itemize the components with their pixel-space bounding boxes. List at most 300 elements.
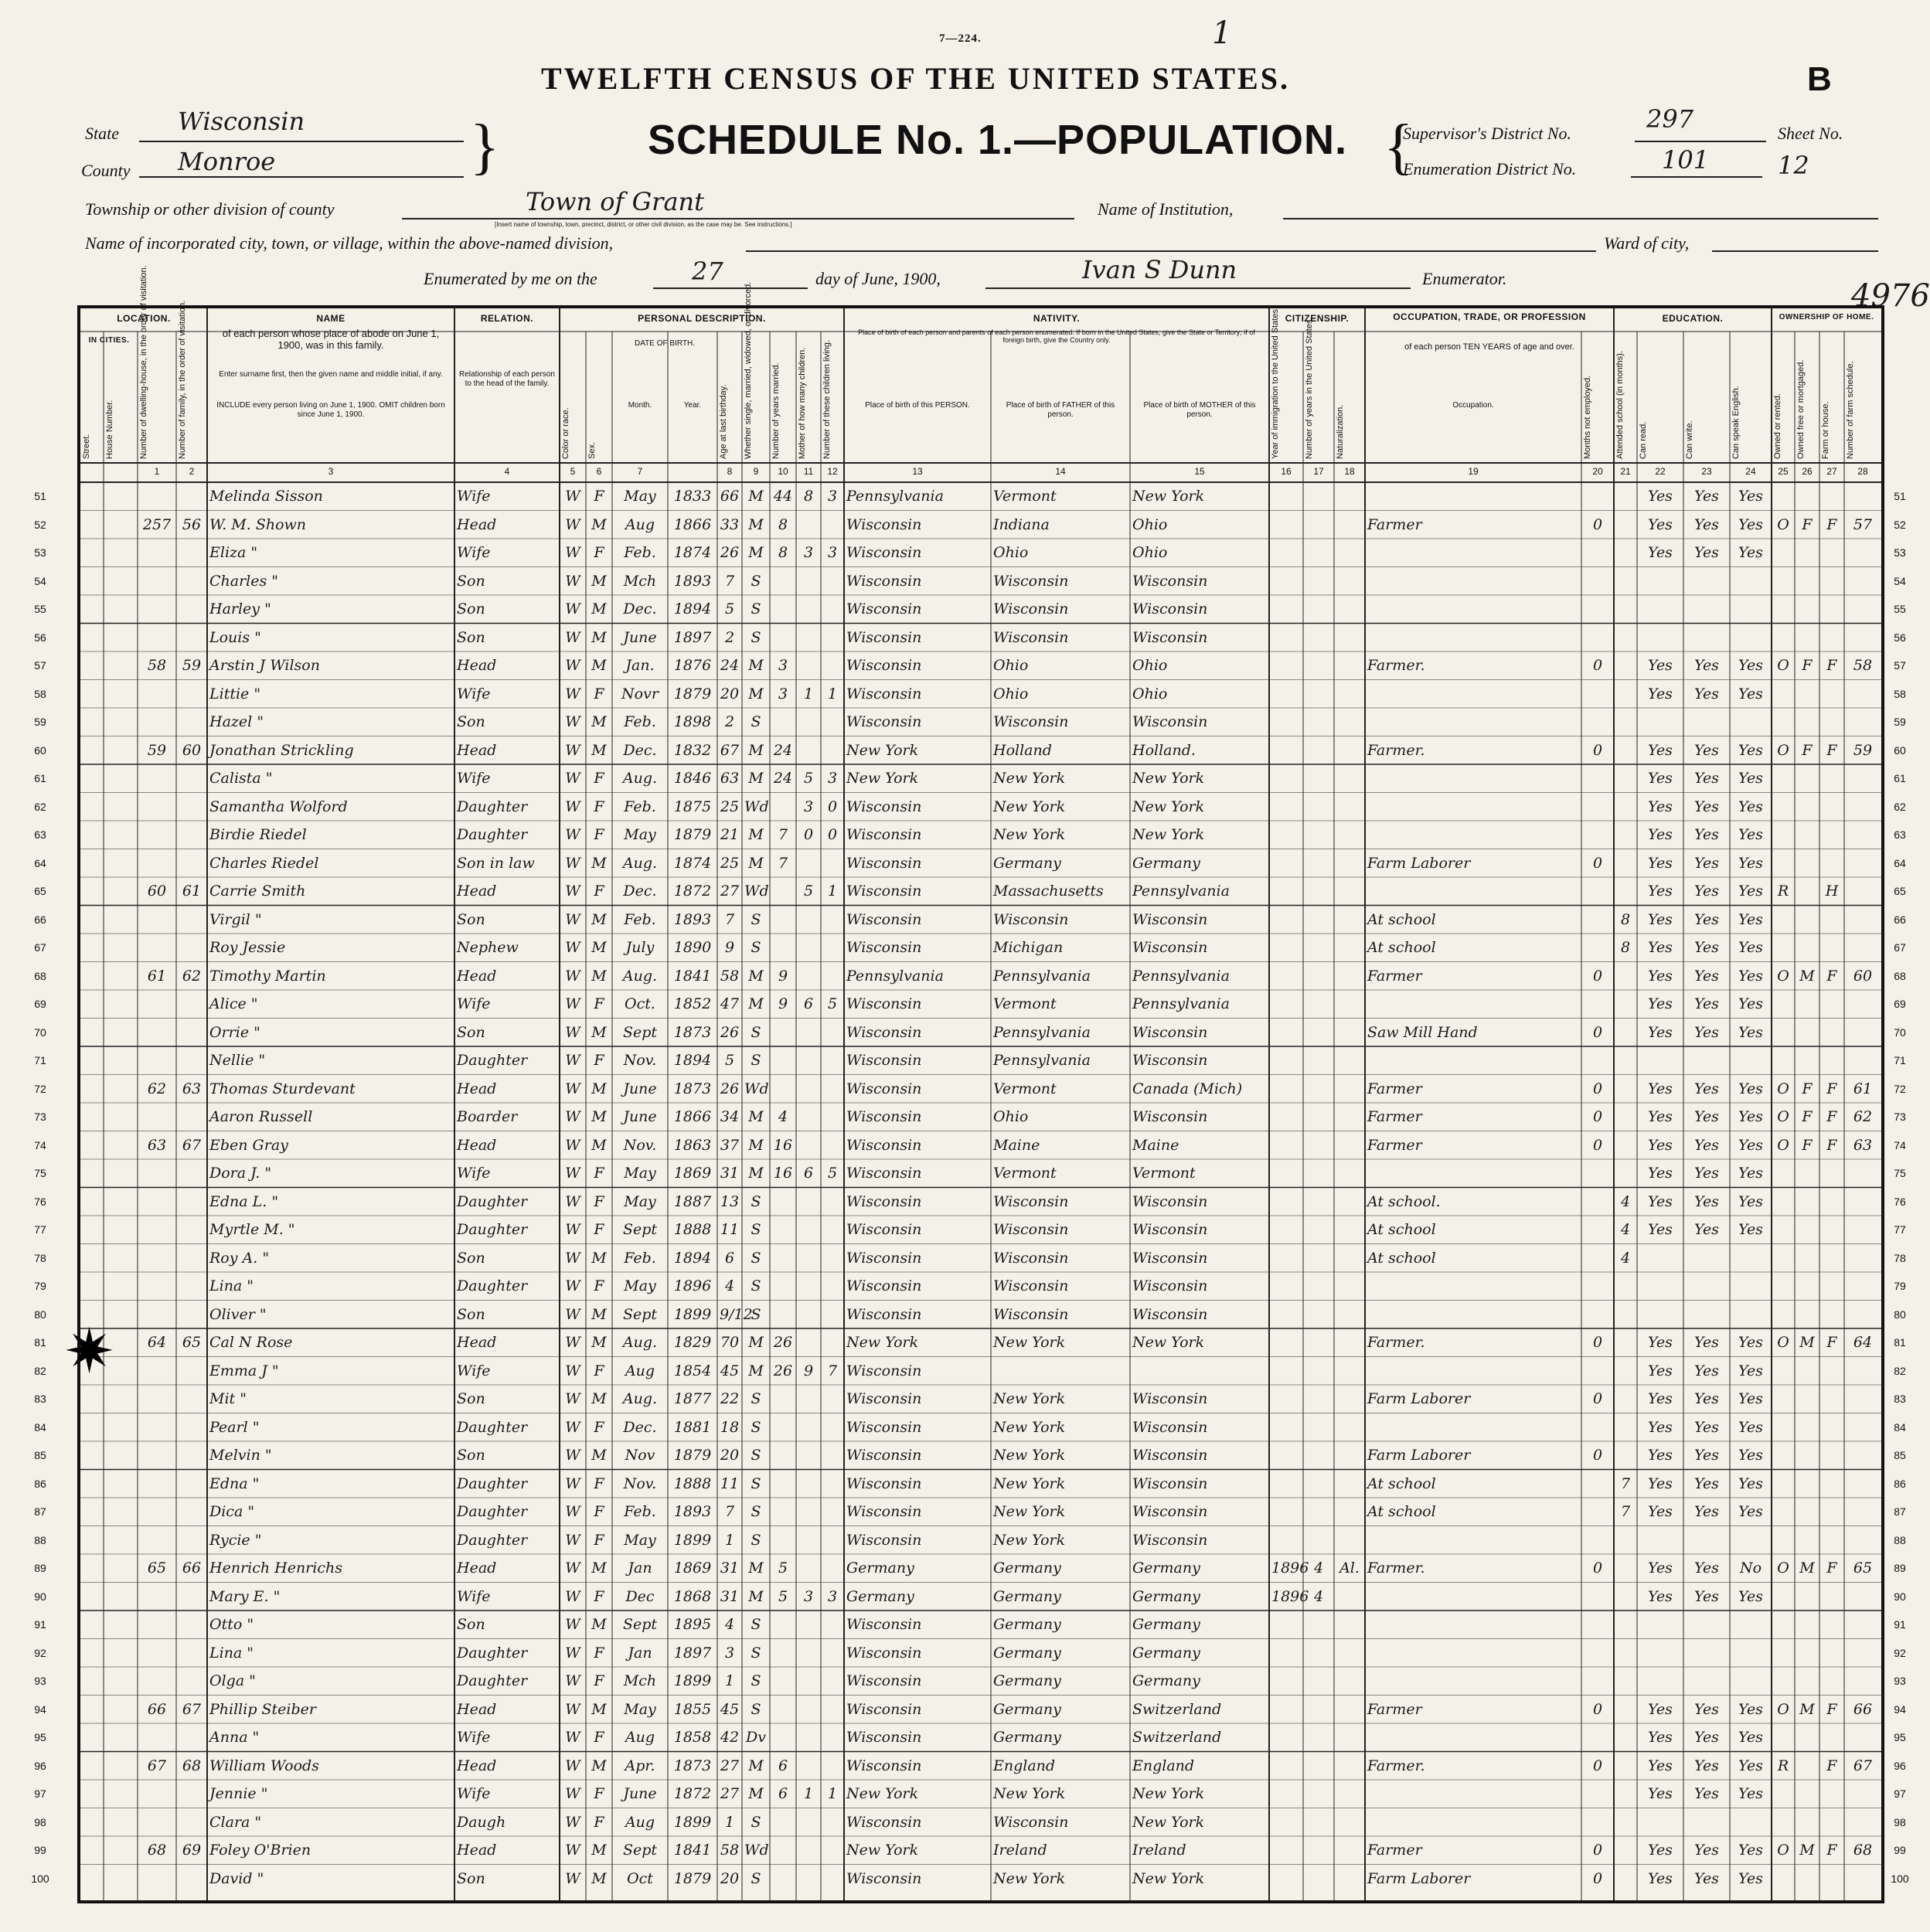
- cell-sex: M: [591, 572, 607, 590]
- column-number: 20: [1592, 466, 1603, 477]
- cell-mo: Aug: [625, 1813, 655, 1831]
- cell-rel: Wife: [457, 1729, 491, 1746]
- city-label: Name of incorporated city, town, or village, within the above-named division,: [85, 233, 614, 253]
- cell-wr: Yes: [1694, 1418, 1719, 1436]
- cell-sex: F: [594, 1644, 604, 1662]
- cell-wr: Yes: [1694, 1729, 1719, 1746]
- cell-ym: 9: [778, 995, 788, 1012]
- cell-fam: 59: [182, 657, 202, 674]
- cell-bf: Wisconsin: [993, 572, 1069, 590]
- row-number-left: 74: [34, 1138, 46, 1151]
- cell-bf: Germany: [993, 1587, 1061, 1605]
- cell-occ: Farm Laborer: [1367, 854, 1471, 872]
- cell-age: 27: [720, 883, 740, 900]
- cell-fh: F: [1826, 657, 1837, 674]
- cell-en: Yes: [1738, 1842, 1763, 1859]
- cell-col: W: [565, 713, 580, 730]
- cell-name: Lina ": [209, 1644, 254, 1662]
- cell-age: 63: [720, 770, 740, 787]
- cell-wr: Yes: [1694, 826, 1719, 843]
- cell-col: W: [565, 1644, 580, 1662]
- column-number: 5: [570, 466, 576, 477]
- cell-sex: F: [594, 1165, 604, 1182]
- cell-rel: Son: [457, 628, 485, 646]
- row-number-left: 56: [34, 631, 46, 644]
- cell-yr: 1893: [673, 910, 712, 928]
- cell-liv: 1: [827, 685, 838, 702]
- cell-rel: Son: [457, 1023, 485, 1041]
- cell-wr: Yes: [1694, 1560, 1719, 1577]
- row-number-right: 82: [1894, 1364, 1906, 1377]
- cell-ym: 7: [778, 826, 788, 843]
- column-header: Owned or rented.: [1773, 393, 1782, 459]
- cell-wr: Yes: [1694, 798, 1719, 815]
- cell-fam: 62: [182, 967, 202, 985]
- cell-bp: Wisconsin: [846, 1305, 922, 1323]
- row-number-right: 73: [1894, 1111, 1906, 1123]
- cell-rel: Daughter: [457, 1672, 528, 1689]
- cell-mar: S: [751, 713, 761, 730]
- cell-occ: At school: [1367, 1249, 1436, 1267]
- row-number-left: 75: [34, 1167, 46, 1179]
- row-number-right: 80: [1894, 1308, 1906, 1321]
- cell-wr: Yes: [1694, 1390, 1719, 1407]
- cell-dw: 61: [147, 967, 167, 985]
- cell-yus: 4: [1313, 1560, 1324, 1577]
- cell-bp: Wisconsin: [846, 854, 922, 872]
- cell-name: Thomas Sturdevant: [209, 1080, 356, 1097]
- cell-en: Yes: [1738, 1362, 1763, 1379]
- row-number-right: 56: [1894, 631, 1906, 644]
- cell-rd: Yes: [1648, 1221, 1673, 1238]
- column-header: Street.: [82, 434, 91, 459]
- cell-name: William Woods: [209, 1757, 319, 1774]
- cell-mne: 0: [1592, 1447, 1603, 1464]
- cell-bm: Wisconsin: [1132, 1531, 1208, 1549]
- column-number: 25: [1778, 466, 1789, 477]
- cell-ch: 8: [803, 488, 814, 505]
- cell-mar: M: [748, 1165, 764, 1182]
- row-number-left: 83: [34, 1393, 46, 1405]
- cell-wr: Yes: [1694, 1080, 1719, 1097]
- cell-sex: M: [591, 1560, 607, 1577]
- cell-bm: Germany: [1132, 854, 1200, 872]
- enumeration-label: Enumeration District No.: [1403, 159, 1577, 179]
- row-number-right: 59: [1894, 716, 1906, 728]
- column-number: 17: [1313, 466, 1324, 477]
- schedule-title: SCHEDULE No. 1.—POPULATION.: [648, 117, 1348, 163]
- cell-name: Emma J ": [209, 1362, 279, 1379]
- cell-rd: Yes: [1648, 1869, 1673, 1887]
- column-header: Number of years married.: [771, 362, 781, 459]
- cell-own: R: [1777, 883, 1789, 900]
- group-occupation: OCCUPATION, TRADE, OR PROFESSION: [1393, 311, 1586, 322]
- cell-fs: 65: [1853, 1560, 1873, 1577]
- cell-col: W: [565, 798, 580, 815]
- column-header: Month.: [628, 401, 652, 410]
- cell-sex: F: [594, 488, 604, 505]
- cell-occ: Farmer.: [1367, 741, 1425, 759]
- cell-fs: 67: [1853, 1757, 1873, 1774]
- cell-mar: M: [748, 1560, 764, 1577]
- enumerator-name: Ivan S Dunn: [1082, 255, 1237, 284]
- cell-name: Melinda Sisson: [209, 488, 323, 505]
- cell-col: W: [565, 1729, 580, 1746]
- group-nativity: NATIVITY.: [1033, 313, 1081, 324]
- cell-yr: 1869: [673, 1560, 712, 1577]
- row-number-right: 87: [1894, 1505, 1906, 1518]
- cell-col: W: [565, 883, 580, 900]
- cell-bp: Wisconsin: [846, 1165, 922, 1182]
- group-name: NAME: [316, 313, 345, 324]
- cell-mar: Wd: [744, 798, 769, 815]
- cell-mo: Aug.: [622, 854, 658, 872]
- cell-col: W: [565, 1080, 580, 1097]
- cell-rel: Son: [457, 1305, 485, 1323]
- cell-occ: At school: [1367, 910, 1436, 928]
- cell-name: Timothy Martin: [209, 967, 326, 985]
- row-number-right: 78: [1894, 1251, 1906, 1264]
- cell-fh: F: [1826, 1560, 1837, 1577]
- cell-own: R: [1777, 1757, 1789, 1774]
- cell-wr: Yes: [1694, 854, 1719, 872]
- cell-rel: Head: [457, 1080, 497, 1097]
- cell-rd: Yes: [1648, 1023, 1673, 1041]
- cell-wr: Yes: [1694, 488, 1719, 505]
- cell-sex: F: [594, 798, 604, 815]
- cell-sex: M: [591, 939, 607, 956]
- cell-mar: M: [748, 854, 764, 872]
- cell-rel: Daugh: [457, 1813, 506, 1831]
- cell-rel: Daughter: [457, 1277, 528, 1294]
- cell-bm: Wisconsin: [1132, 713, 1208, 730]
- supervisor-value: 297: [1646, 104, 1694, 134]
- column-header: Age at last birthday.: [719, 384, 728, 459]
- row-number-left: 54: [34, 574, 46, 587]
- cell-yr: 1866: [673, 1108, 712, 1125]
- cell-bp: Wisconsin: [846, 1729, 922, 1746]
- cell-bm: Wisconsin: [1132, 1192, 1208, 1210]
- column-header: Naturalization.: [1336, 404, 1345, 459]
- column-header: Number of family, in the order of visitation.: [178, 300, 187, 459]
- cell-wr: Yes: [1694, 515, 1719, 533]
- cell-yr: 1854: [673, 1362, 712, 1379]
- column-number: 3: [328, 466, 334, 477]
- cell-col: W: [565, 770, 580, 787]
- cell-mo: Nov.: [623, 1052, 657, 1069]
- cell-col: W: [565, 1418, 580, 1436]
- cell-wr: Yes: [1694, 770, 1719, 787]
- cell-col: W: [565, 1475, 580, 1492]
- cell-mo: Sept: [622, 1221, 658, 1238]
- cell-own: O: [1777, 1080, 1789, 1097]
- cell-mar: M: [748, 995, 764, 1012]
- cell-rd: Yes: [1648, 939, 1673, 956]
- cell-age: 24: [720, 657, 740, 674]
- cell-age: 70: [720, 1334, 740, 1351]
- cell-bm: New York: [1132, 1813, 1205, 1831]
- cell-mo: Aug.: [622, 1390, 658, 1407]
- cell-age: 6: [724, 1249, 735, 1267]
- cell-yr: 1877: [673, 1390, 712, 1407]
- cell-bm: Wisconsin: [1132, 1390, 1208, 1407]
- cell-rel: Son in law: [457, 854, 535, 872]
- cell-own: O: [1777, 657, 1789, 674]
- cell-col: W: [565, 1305, 580, 1323]
- group-location: LOCATION.: [117, 313, 171, 324]
- cell-name: Jonathan Strickling: [209, 741, 354, 759]
- cell-col: W: [565, 515, 580, 533]
- cell-sex: M: [591, 967, 607, 985]
- cell-rel: Daughter: [457, 1418, 528, 1436]
- cell-ym: 4: [778, 1108, 788, 1125]
- cell-fam: 67: [182, 1136, 202, 1154]
- cell-age: 7: [724, 910, 735, 928]
- cell-yr: 1852: [673, 995, 712, 1012]
- cell-name: Charles ": [209, 572, 279, 590]
- cell-mo: May: [624, 1277, 656, 1294]
- cell-bp: Wisconsin: [846, 1221, 922, 1238]
- cell-age: 20: [720, 1447, 740, 1464]
- cell-name: Roy Jessie: [209, 939, 286, 956]
- row-number-left: 55: [34, 603, 46, 615]
- cell-col: W: [565, 1277, 580, 1294]
- cell-bf: Germany: [993, 1616, 1061, 1633]
- row-number-right: 64: [1894, 856, 1906, 869]
- cell-yr: 1874: [673, 854, 712, 872]
- cell-bp: Wisconsin: [846, 883, 922, 900]
- census-title: TWELFTH CENSUS OF THE UNITED STATES.: [541, 61, 1290, 96]
- cell-ym: 44: [773, 488, 793, 505]
- cell-ch: 1: [803, 685, 814, 702]
- cell-rd: Yes: [1648, 1418, 1673, 1436]
- cell-wr: Yes: [1694, 741, 1719, 759]
- cell-mne: 0: [1592, 1757, 1603, 1774]
- row-number-left: 65: [34, 885, 46, 897]
- row-number-right: 94: [1894, 1702, 1906, 1716]
- cell-bp: Wisconsin: [846, 910, 922, 928]
- cell-sex: M: [591, 1334, 607, 1351]
- cell-occ: At school: [1367, 1221, 1436, 1238]
- cell-en: Yes: [1738, 685, 1763, 702]
- cell-age: 58: [720, 967, 740, 985]
- cell-yr: 1829: [673, 1334, 712, 1351]
- cell-sex: M: [591, 1842, 607, 1859]
- cell-rel: Head: [457, 515, 497, 533]
- cell-wr: Yes: [1694, 1192, 1719, 1210]
- cell-age: 25: [720, 798, 740, 815]
- row-number-left: 77: [34, 1223, 46, 1236]
- cell-age: 37: [720, 1136, 740, 1154]
- cell-rd: Yes: [1648, 1700, 1673, 1718]
- row-number-left: 60: [34, 743, 46, 757]
- cell-col: W: [565, 1165, 580, 1182]
- cell-sex: M: [591, 1616, 607, 1633]
- cell-mo: June: [623, 628, 657, 646]
- cell-rd: Yes: [1648, 798, 1673, 815]
- cell-mar: S: [751, 1390, 761, 1407]
- cell-bm: Switzerland: [1132, 1700, 1222, 1718]
- row-number-right: 51: [1894, 490, 1906, 502]
- cell-sex: M: [591, 1700, 607, 1718]
- cell-sex: M: [591, 1447, 607, 1464]
- cell-bm: Maine: [1132, 1136, 1179, 1154]
- cell-mo: Apr.: [625, 1757, 655, 1774]
- cell-age: 58: [720, 1842, 740, 1859]
- row-number-left: 90: [34, 1590, 46, 1603]
- cell-bm: Germany: [1132, 1672, 1200, 1689]
- row-number-left: 85: [34, 1449, 46, 1461]
- cell-rd: Yes: [1648, 657, 1673, 674]
- cell-mar: S: [751, 1813, 761, 1831]
- cell-mar: S: [751, 1305, 761, 1323]
- cell-age: 31: [720, 1165, 740, 1182]
- column-header: Occupation.: [1452, 401, 1494, 410]
- cell-yr: 1898: [673, 713, 712, 730]
- cell-bf: Wisconsin: [993, 600, 1069, 617]
- cell-fh: F: [1826, 1136, 1837, 1154]
- cell-en: Yes: [1738, 1023, 1763, 1041]
- cell-en: Yes: [1738, 1869, 1763, 1887]
- column-number: 21: [1620, 466, 1631, 477]
- cell-fam: 68: [182, 1757, 202, 1774]
- cell-sex: M: [591, 515, 607, 533]
- cell-rd: Yes: [1648, 883, 1673, 900]
- cell-mo: Sept: [622, 1616, 658, 1633]
- cell-rel: Head: [457, 883, 497, 900]
- cell-yr: 1899: [673, 1813, 712, 1831]
- cell-mar: M: [748, 1587, 764, 1605]
- cell-yr: 1869: [673, 1165, 712, 1182]
- cell-col: W: [565, 1023, 580, 1041]
- cell-rel: Nephew: [457, 939, 519, 956]
- cell-mo: Jan: [628, 1560, 652, 1577]
- row-number-left: 92: [34, 1646, 46, 1659]
- cell-wr: Yes: [1694, 1757, 1719, 1774]
- cell-bp: Wisconsin: [846, 1672, 922, 1689]
- cell-bp: Wisconsin: [846, 628, 922, 646]
- cell-bm: Germany: [1132, 1587, 1200, 1605]
- row-number-right: 93: [1894, 1675, 1906, 1687]
- cell-mo: May: [624, 1192, 656, 1210]
- cell-age: 20: [720, 685, 740, 702]
- cell-occ: Farmer.: [1367, 657, 1425, 674]
- cell-col: W: [565, 995, 580, 1012]
- cell-age: 42: [720, 1729, 740, 1746]
- cell-occ: At school.: [1367, 1192, 1441, 1210]
- cell-bm: Ohio: [1132, 515, 1168, 533]
- cell-name: Lina ": [209, 1277, 254, 1294]
- cell-mar: Dv: [746, 1729, 766, 1746]
- cell-dw: 59: [147, 741, 167, 759]
- cell-bp: Wisconsin: [846, 1616, 922, 1633]
- column-header: Number of years in the United States.: [1305, 317, 1314, 459]
- cell-mo: Feb.: [624, 910, 656, 928]
- cell-name: Pearl ": [209, 1418, 260, 1436]
- cell-yr: 1873: [673, 1023, 712, 1041]
- cell-bf: Ireland: [993, 1842, 1047, 1859]
- cell-sex: F: [594, 883, 604, 900]
- cell-mne: 0: [1592, 1700, 1603, 1718]
- cell-en: Yes: [1738, 1221, 1763, 1238]
- cell-bp: Wisconsin: [846, 1249, 922, 1267]
- cell-rd: Yes: [1648, 967, 1673, 985]
- cell-en: Yes: [1738, 967, 1763, 985]
- cell-bm: Pennsylvania: [1132, 967, 1230, 985]
- cell-ch: 3: [803, 1587, 814, 1605]
- cell-mne: 0: [1592, 854, 1603, 872]
- cell-mo: Jan.: [625, 657, 655, 674]
- row-number-right: 96: [1894, 1759, 1906, 1772]
- cell-bp: Wisconsin: [846, 1644, 922, 1662]
- cell-rel: Daughter: [457, 1052, 528, 1069]
- cell-fm: M: [1799, 967, 1815, 985]
- cell-sex: F: [594, 1277, 604, 1294]
- cell-bf: New York: [993, 1334, 1066, 1351]
- cell-bp: Wisconsin: [846, 1418, 922, 1436]
- cell-rel: Boarder: [457, 1108, 518, 1125]
- cell-rel: Head: [457, 1700, 497, 1718]
- cell-mo: Dec.: [623, 741, 657, 759]
- column-header: Mother of how many children.: [798, 347, 807, 459]
- cell-bm: Pennsylvania: [1132, 883, 1230, 900]
- row-number-left: 76: [34, 1195, 46, 1208]
- cell-sex: F: [594, 1475, 604, 1492]
- row-number-left: 73: [34, 1111, 46, 1123]
- cell-wr: Yes: [1694, 1108, 1719, 1125]
- cell-mo: May: [624, 1531, 656, 1549]
- cell-bf: New York: [993, 1869, 1066, 1887]
- cell-rd: Yes: [1648, 1192, 1673, 1210]
- row-number-left: 81: [34, 1336, 46, 1349]
- row-number-left: 99: [34, 1844, 46, 1856]
- cell-name: Harley ": [209, 600, 271, 617]
- cell-rd: Yes: [1648, 1729, 1673, 1746]
- column-header: Number of farm schedule.: [1846, 361, 1855, 459]
- cell-fam: 69: [182, 1842, 202, 1859]
- cell-fm: M: [1799, 1560, 1815, 1577]
- brace-right: {: [1384, 113, 1414, 181]
- cell-ym: 6: [778, 1757, 788, 1774]
- cell-col: W: [565, 1785, 580, 1802]
- row-number-right: 90: [1894, 1590, 1906, 1603]
- cell-yr: 1895: [673, 1616, 712, 1633]
- cell-rd: Yes: [1648, 741, 1673, 759]
- cell-bm: Wisconsin: [1132, 628, 1208, 646]
- cell-mo: June: [623, 1108, 657, 1125]
- cell-bm: New York: [1132, 1869, 1205, 1887]
- state-value: Wisconsin: [178, 107, 305, 136]
- row-number-right: 88: [1894, 1533, 1906, 1546]
- cell-en: Yes: [1738, 1165, 1763, 1182]
- row-number-right: 83: [1894, 1393, 1906, 1405]
- column-number: 12: [827, 466, 838, 477]
- column-number: 6: [596, 466, 602, 477]
- row-number-left: 58: [34, 687, 46, 700]
- cell-en: Yes: [1738, 1447, 1763, 1464]
- row-number-right: 74: [1894, 1138, 1906, 1151]
- cell-bf: Vermont: [993, 1165, 1057, 1182]
- cell-bp: Wisconsin: [846, 657, 922, 674]
- cell-mar: S: [751, 1418, 761, 1436]
- cell-wr: Yes: [1694, 544, 1719, 561]
- cell-sex: F: [594, 770, 604, 787]
- cell-rd: Yes: [1648, 826, 1673, 843]
- row-number-right: 81: [1894, 1336, 1906, 1349]
- name-instruction: Enter surname first, then the given name and middle initial, if any.: [219, 370, 443, 379]
- cell-mar: S: [751, 1503, 761, 1520]
- cell-bm: Wisconsin: [1132, 600, 1208, 617]
